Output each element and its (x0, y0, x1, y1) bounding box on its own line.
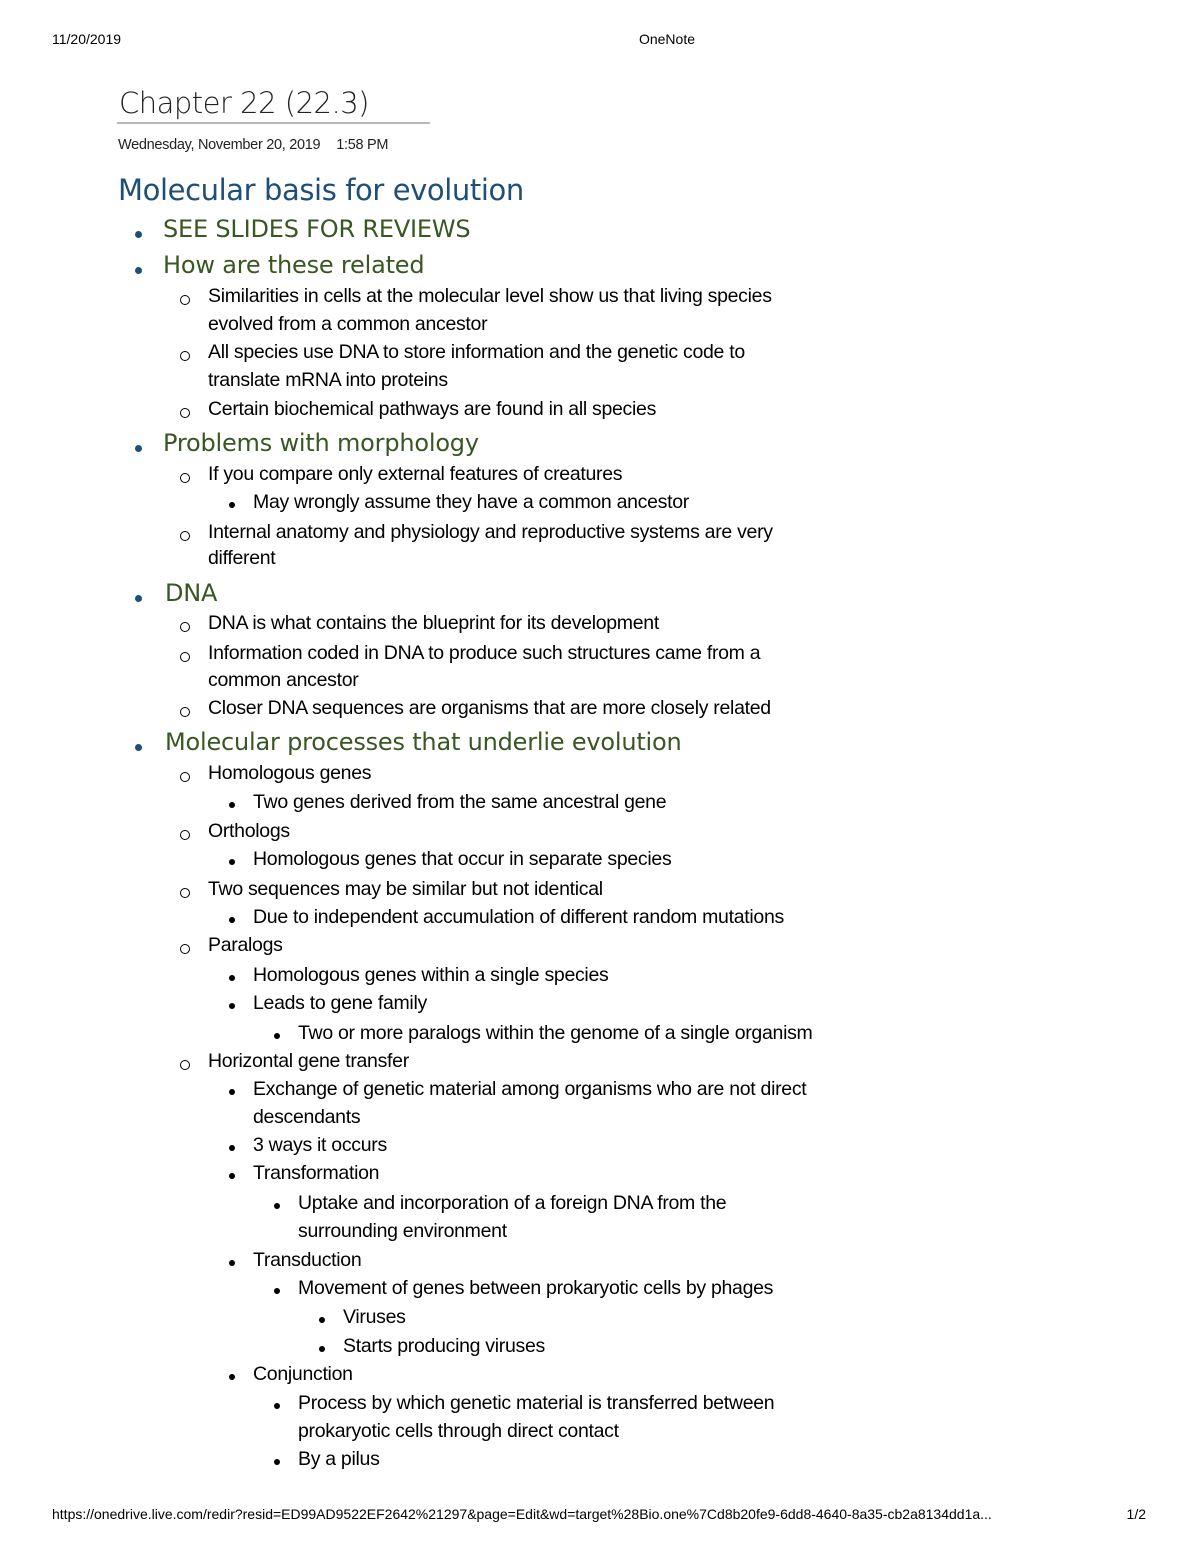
outline-bullet-open (180, 707, 190, 717)
page-date: Wednesday, November 20, 2019 (118, 137, 321, 153)
section-heading[interactable]: Molecular basis for evolution (118, 173, 524, 207)
outline-item-level-2[interactable]: Certain biochemical pathways are found in all species (208, 398, 657, 420)
outline-bullet-open (180, 1060, 190, 1070)
outline-line-continued[interactable]: prokaryotic cells through direct contact (298, 1420, 619, 1442)
outline-item-level-3[interactable]: May wrongly assume they have a common ancestor (253, 491, 689, 513)
outline-item-level-4[interactable]: Process by which genetic material is transferred between (298, 1392, 775, 1414)
outline-item-level-3[interactable]: 3 ways it occurs (253, 1134, 387, 1156)
outline-bullet-open (180, 652, 190, 662)
outline-bullet (229, 1374, 235, 1380)
outline-item-level-1[interactable]: Molecular processes that underlie evolution (165, 728, 682, 756)
outline-bullet (229, 1260, 235, 1266)
outline-line-continued[interactable]: different (208, 547, 276, 569)
outline-item-level-3[interactable]: Due to independent accumulation of different random mutations (253, 906, 784, 928)
outline-bullet (229, 1003, 235, 1009)
outline-bullet (135, 744, 142, 751)
outline-item-level-4[interactable]: Uptake and incorporation of a foreign DNA from the (298, 1192, 727, 1214)
outline-bullet (229, 802, 235, 808)
outline-bullet (274, 1288, 280, 1294)
outline-line-continued[interactable]: descendants (253, 1106, 361, 1128)
outline-bullet (229, 1173, 235, 1179)
outline-item-level-1[interactable]: DNA (165, 579, 218, 607)
outline-line-continued[interactable]: surrounding environment (298, 1220, 507, 1242)
outline-bullet (319, 1317, 325, 1323)
page-title[interactable]: Chapter 22 (22.3) (119, 86, 369, 120)
outline-item-level-2[interactable]: Homologous genes (208, 762, 372, 784)
outline-bullet-open (180, 473, 190, 483)
outline-bullet (229, 502, 235, 508)
outline-item-level-3[interactable]: Leads to gene family (253, 992, 427, 1014)
outline-bullet (274, 1033, 280, 1039)
outline-item-level-1[interactable]: How are these related (163, 251, 425, 279)
outline-bullet-open (180, 531, 190, 541)
outline-bullet-open (180, 772, 190, 782)
outline-item-level-5[interactable]: Viruses (343, 1306, 406, 1328)
outline-bullet (274, 1203, 280, 1209)
outline-item-level-3[interactable]: Transformation (253, 1162, 380, 1184)
page-time: 1:58 PM (336, 137, 389, 153)
outline-bullet (229, 975, 235, 981)
outline-item-level-3[interactable]: Homologous genes within a single species (253, 964, 609, 986)
title-underline (117, 122, 430, 124)
outline-line-continued[interactable]: common ancestor (208, 669, 359, 691)
outline-item-level-3[interactable]: Conjunction (253, 1363, 353, 1385)
print-app-name: OneNote (638, 31, 696, 47)
outline-item-level-2[interactable]: Information coded in DNA to produce such structures came from a (208, 642, 761, 664)
outline-bullet-open (180, 408, 190, 418)
outline-item-level-3[interactable]: Homologous genes that occur in separate species (253, 848, 672, 870)
outline-bullet-open (180, 888, 190, 898)
outline-item-level-4[interactable]: By a pilus (298, 1448, 380, 1470)
outline-item-level-1[interactable]: SEE SLIDES FOR REVIEWS (163, 215, 471, 243)
outline-item-level-3[interactable]: Transduction (253, 1249, 362, 1271)
outline-line-continued[interactable]: translate mRNA into proteins (208, 369, 448, 391)
outline-item-level-2[interactable]: Paralogs (208, 934, 283, 956)
outline-bullet (229, 859, 235, 865)
outline-bullet-open (180, 622, 190, 632)
print-date: 11/20/2019 (52, 31, 122, 47)
outline-bullet (229, 917, 235, 923)
outline-bullet (274, 1459, 280, 1465)
outline-item-level-2[interactable]: Similarities in cells at the molecular level show us that living species (208, 285, 772, 307)
outline-item-level-2[interactable]: All species use DNA to store information and the genetic code to (208, 341, 745, 363)
outline-item-level-3[interactable]: Exchange of genetic material among organisms who are not direct (253, 1078, 807, 1100)
outline-item-level-2[interactable]: Two sequences may be similar but not identical (208, 878, 603, 900)
outline-item-level-2[interactable]: Internal anatomy and physiology and reproductive systems are very (208, 521, 773, 543)
print-url: https://onedrive.live.com/redir?resid=ED99AD9522EF2642%21297&page=Edit&wd=target%28Bio.one%7Cd8b20fe9-6dd8-4640-8a35-cb2a8134dd1a... (52, 1506, 992, 1522)
outline-line-continued[interactable]: evolved from a common ancestor (208, 313, 488, 335)
outline-bullet (135, 231, 142, 238)
page-timestamp (118, 137, 388, 153)
outline-item-level-5[interactable]: Starts producing viruses (343, 1335, 545, 1357)
outline-item-level-2[interactable]: Closer DNA sequences are organisms that are more closely related (208, 697, 771, 719)
outline-item-level-2[interactable]: DNA is what contains the blueprint for its development (208, 612, 659, 634)
outline-bullet (319, 1346, 325, 1352)
outline-bullet (229, 1145, 235, 1151)
outline-bullet (135, 267, 142, 274)
outline-bullet-open (180, 295, 190, 305)
outline-item-level-3[interactable]: Two genes derived from the same ancestral gene (253, 791, 667, 813)
outline-bullet (274, 1403, 280, 1409)
outline-bullet (135, 445, 142, 452)
outline-bullet-open (180, 351, 190, 361)
outline-item-level-2[interactable]: Orthologs (208, 820, 290, 842)
outline-item-level-4[interactable]: Two or more paralogs within the genome of a single organism (298, 1022, 813, 1044)
print-page-number: 1/2 (1126, 1506, 1146, 1522)
outline-bullet (229, 1089, 235, 1095)
outline-bullet-open (180, 944, 190, 954)
outline-item-level-2[interactable]: If you compare only external features of creatures (208, 463, 623, 485)
outline-bullet-open (180, 830, 190, 840)
outline-item-level-1[interactable]: Problems with morphology (163, 429, 479, 457)
outline-item-level-2[interactable]: Horizontal gene transfer (208, 1050, 409, 1072)
outline-bullet (135, 595, 142, 602)
outline-item-level-4[interactable]: Movement of genes between prokaryotic cells by phages (298, 1277, 774, 1299)
